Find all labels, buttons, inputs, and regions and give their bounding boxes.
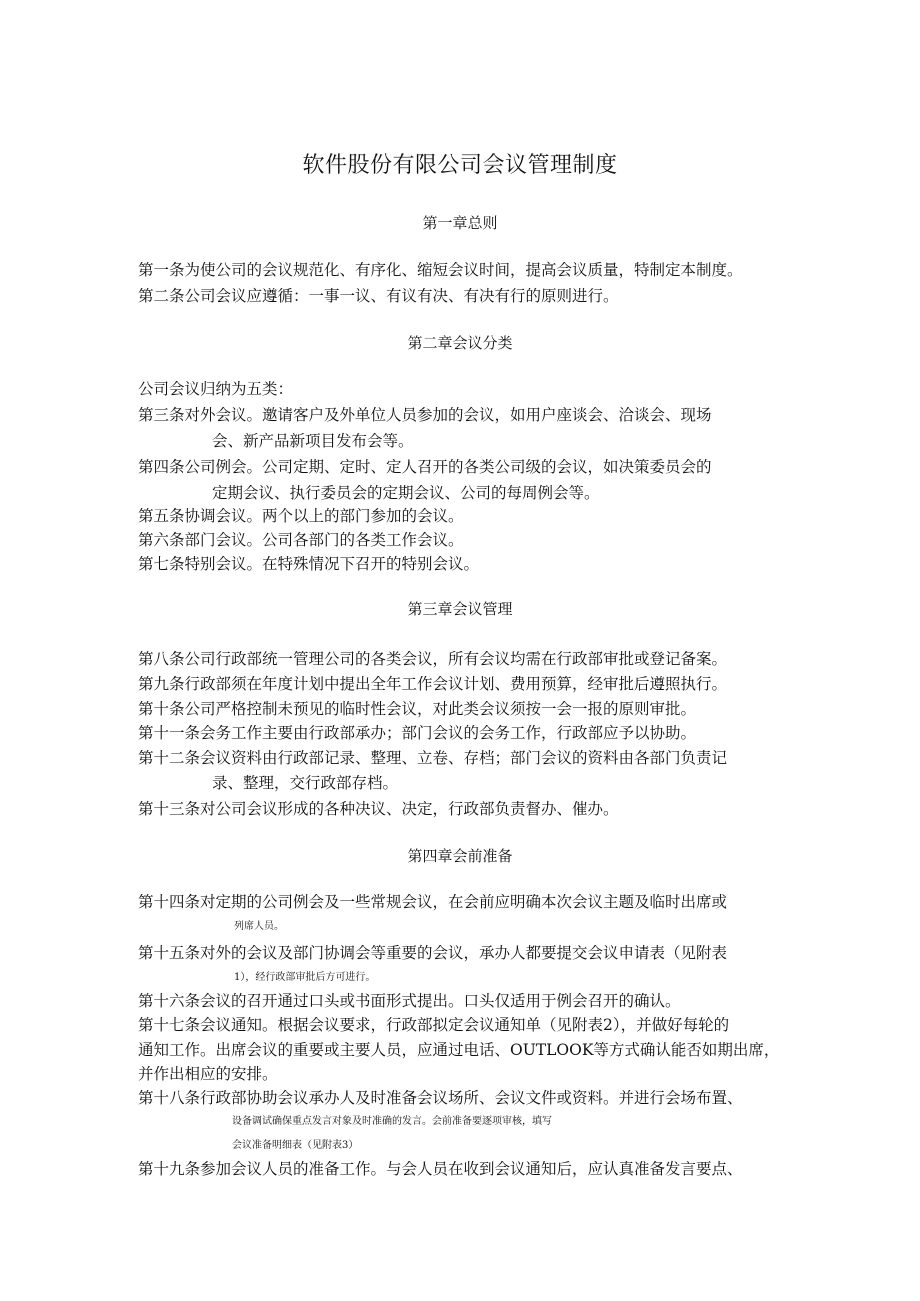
article-2: 第二条公司会议应遵循：一事一议、有议有决、有决有行的原则进行。 [138, 287, 619, 305]
article-11: 第十一条会务工作主要由行政部承办；部门会议的会务工作，行政部应予以协助。 [138, 724, 697, 742]
article-18-line-2: 设备调试确保重点发言对象及时准确的发言。会前准备要逐项审核，填写 [232, 1116, 552, 1127]
chapter-3-heading: 第三章会议管理 [407, 600, 513, 618]
article-3-continued: 会、新产品新项目发布会等。 [212, 432, 414, 450]
article-6: 第六条部门会议。公司各部门的各类工作会议。 [138, 531, 464, 549]
article-12: 第十二条会议资料由行政部记录、整理、立卷、存档；部门会议的资料由各部门负责记 [138, 749, 728, 767]
article-14-continued: 列席人员。 [234, 921, 284, 932]
article-3: 第三条对外会议。邀请客户及外单位人员参加的会议，如用户座谈会、洽谈会、现场 [138, 406, 712, 424]
article-10: 第十条公司严格控制未预见的临时性会议，对此类会议须按一会一报的原则审批。 [138, 700, 697, 718]
article-19: 第十九条参加会议人员的准备工作。与会人员在收到会议通知后，应认真准备发言要点、 [138, 1160, 743, 1178]
article-14: 第十四条对定期的公司例会及一些常规会议，在会前应明确本次会议主题及临时出席或 [138, 893, 728, 911]
article-18-line-3: 会议准备明细表（见附表3） [232, 1140, 359, 1151]
classification-intro: 公司会议归纳为五类： [138, 380, 294, 398]
chapter-4-heading: 第四章会前准备 [407, 847, 513, 865]
article-18: 第十八条行政部协助会议承办人及时准备会议场所、会议文件或资料。并进行会场布置、 [138, 1089, 743, 1107]
article-1: 第一条为使公司的会议规范化、有序化、缩短会议时间，提高会议质量，特制定本制度。 [138, 261, 743, 279]
article-12-continued: 录、整理，交行政部存档。 [212, 774, 399, 792]
chapter-2-heading: 第二章会议分类 [407, 334, 513, 352]
article-8: 第八条公司行政部统一管理公司的各类会议，所有会议均需在行政部审批或登记备案。 [138, 650, 728, 668]
article-4-continued: 定期会议、执行委员会的定期会议、公司的每周例会等。 [212, 484, 600, 502]
article-17: 第十七条会议通知。根据会议要求，行政部拟定会议通知单（见附表2），并做好每轮的 [138, 1016, 730, 1034]
article-17-line-2: 通知工作。出席会议的重要或主要人员，应通过电话、OUTLOOK等方式确认能否如期出席， [138, 1041, 780, 1059]
document-title: 软件股份有限公司会议管理制度 [302, 153, 618, 178]
article-4: 第四条公司例会。公司定期、定时、定人召开的各类公司级的会议，如决策委员会的 [138, 458, 712, 476]
chapter-1-heading: 第一章总则 [422, 214, 498, 232]
article-7: 第七条特别会议。在特殊情况下召开的特别会议。 [138, 555, 480, 573]
article-9: 第九条行政部须在年度计划中提出全年工作会议计划、费用预算，经审批后遵照执行。 [138, 675, 728, 693]
article-5: 第五条协调会议。两个以上的部门参加的会议。 [138, 507, 464, 525]
article-13: 第十三条对公司会议形成的各种决议、决定，行政部负责督办、催办。 [138, 800, 619, 818]
article-15-continued: 1），经行政部审批后方可进行。 [234, 972, 376, 983]
article-16: 第十六条会议的召开通过口头或书面形式提出。口头仅适用于例会召开的确认。 [138, 992, 681, 1010]
article-15: 第十五条对外的会议及部门协调会等重要的会议，承办人都要提交会议申请表（见附表 [138, 944, 728, 962]
article-17-line-3: 并作出相应的安排。 [138, 1065, 278, 1083]
